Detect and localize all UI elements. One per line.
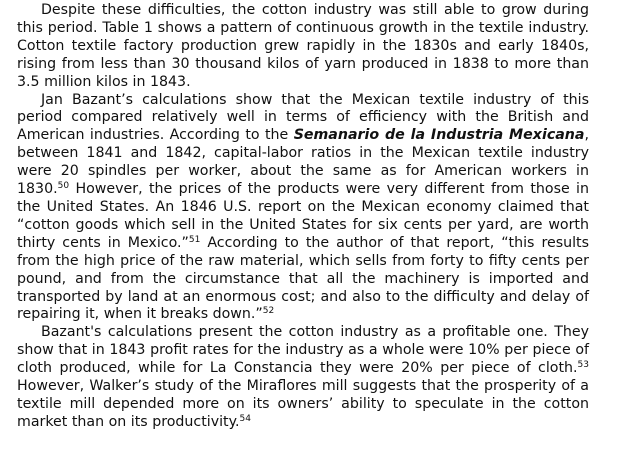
paragraph-text: However, the prices of the products were very different from those in the United States. An 1846 U.S. report on the Mexican economy claimed that “cotton goods which sell in the United States for six cents per yard, are worth thirty cents in Mexico.” bbox=[17, 181, 589, 251]
paragraph-3 bbox=[17, 324, 589, 431]
paragraph-text: However, Walker’s study of the Miraflores mill suggests that the prosperity of a textile mill depended more on its owners’ ability to speculate in the cotton market than on its productivity. bbox=[17, 378, 589, 430]
footnote-marker-50: 50 bbox=[57, 181, 70, 192]
footnote-marker-53: 53 bbox=[577, 360, 589, 371]
paragraph-text: Jan Bazant’s calculations show that the Mexican textile industry of this period compared relatively well in terms of efficiency with the British and American industries. According to the bbox=[17, 91, 589, 144]
paragraph-2 bbox=[17, 92, 589, 325]
document-page bbox=[17, 2, 589, 432]
publication-title: Semanario de la Industria Mexicana bbox=[293, 127, 585, 144]
footnote-marker-54: 54 bbox=[239, 413, 251, 424]
paragraph-text: , between 1841 and 1842, capital-labor ratios in the Mexican textile industry were 20 spindles per worker, about the same as for American workers in 1830. bbox=[17, 127, 589, 198]
paragraph-text: Bazant's calculations present the cotton industry as a profitable one. They show that in 1843 profit rates for the industry as a whole were 10% per piece of cloth produced, while for La Constancia they were 20% per piece of cloth. bbox=[17, 324, 589, 377]
paragraph-text: Despite these difficulties, the cotton industry was still able to grow during this period. Table 1 shows a pattern of continuous growth in the textile industry. Cotton textile factory production grew rapidly in the 1830s and early 1840s, rising from less than 30 thousand kilos of yarn produced in 1838 to more than 3.5 million kilos in 1843. bbox=[17, 2, 589, 90]
paragraph-text: According to the author of that report, “this results from the high price of the raw material, which sells from forty to fifty cents per pound, and from the circumstance that all the machinery is imported and transported by land at an enormous cost; and also to the difficulty and delay of repairing it, when it breaks down.” bbox=[17, 234, 589, 323]
footnote-marker-51: 51 bbox=[188, 234, 201, 245]
footnote-marker-52: 52 bbox=[262, 306, 275, 317]
paragraph-1 bbox=[17, 2, 589, 92]
